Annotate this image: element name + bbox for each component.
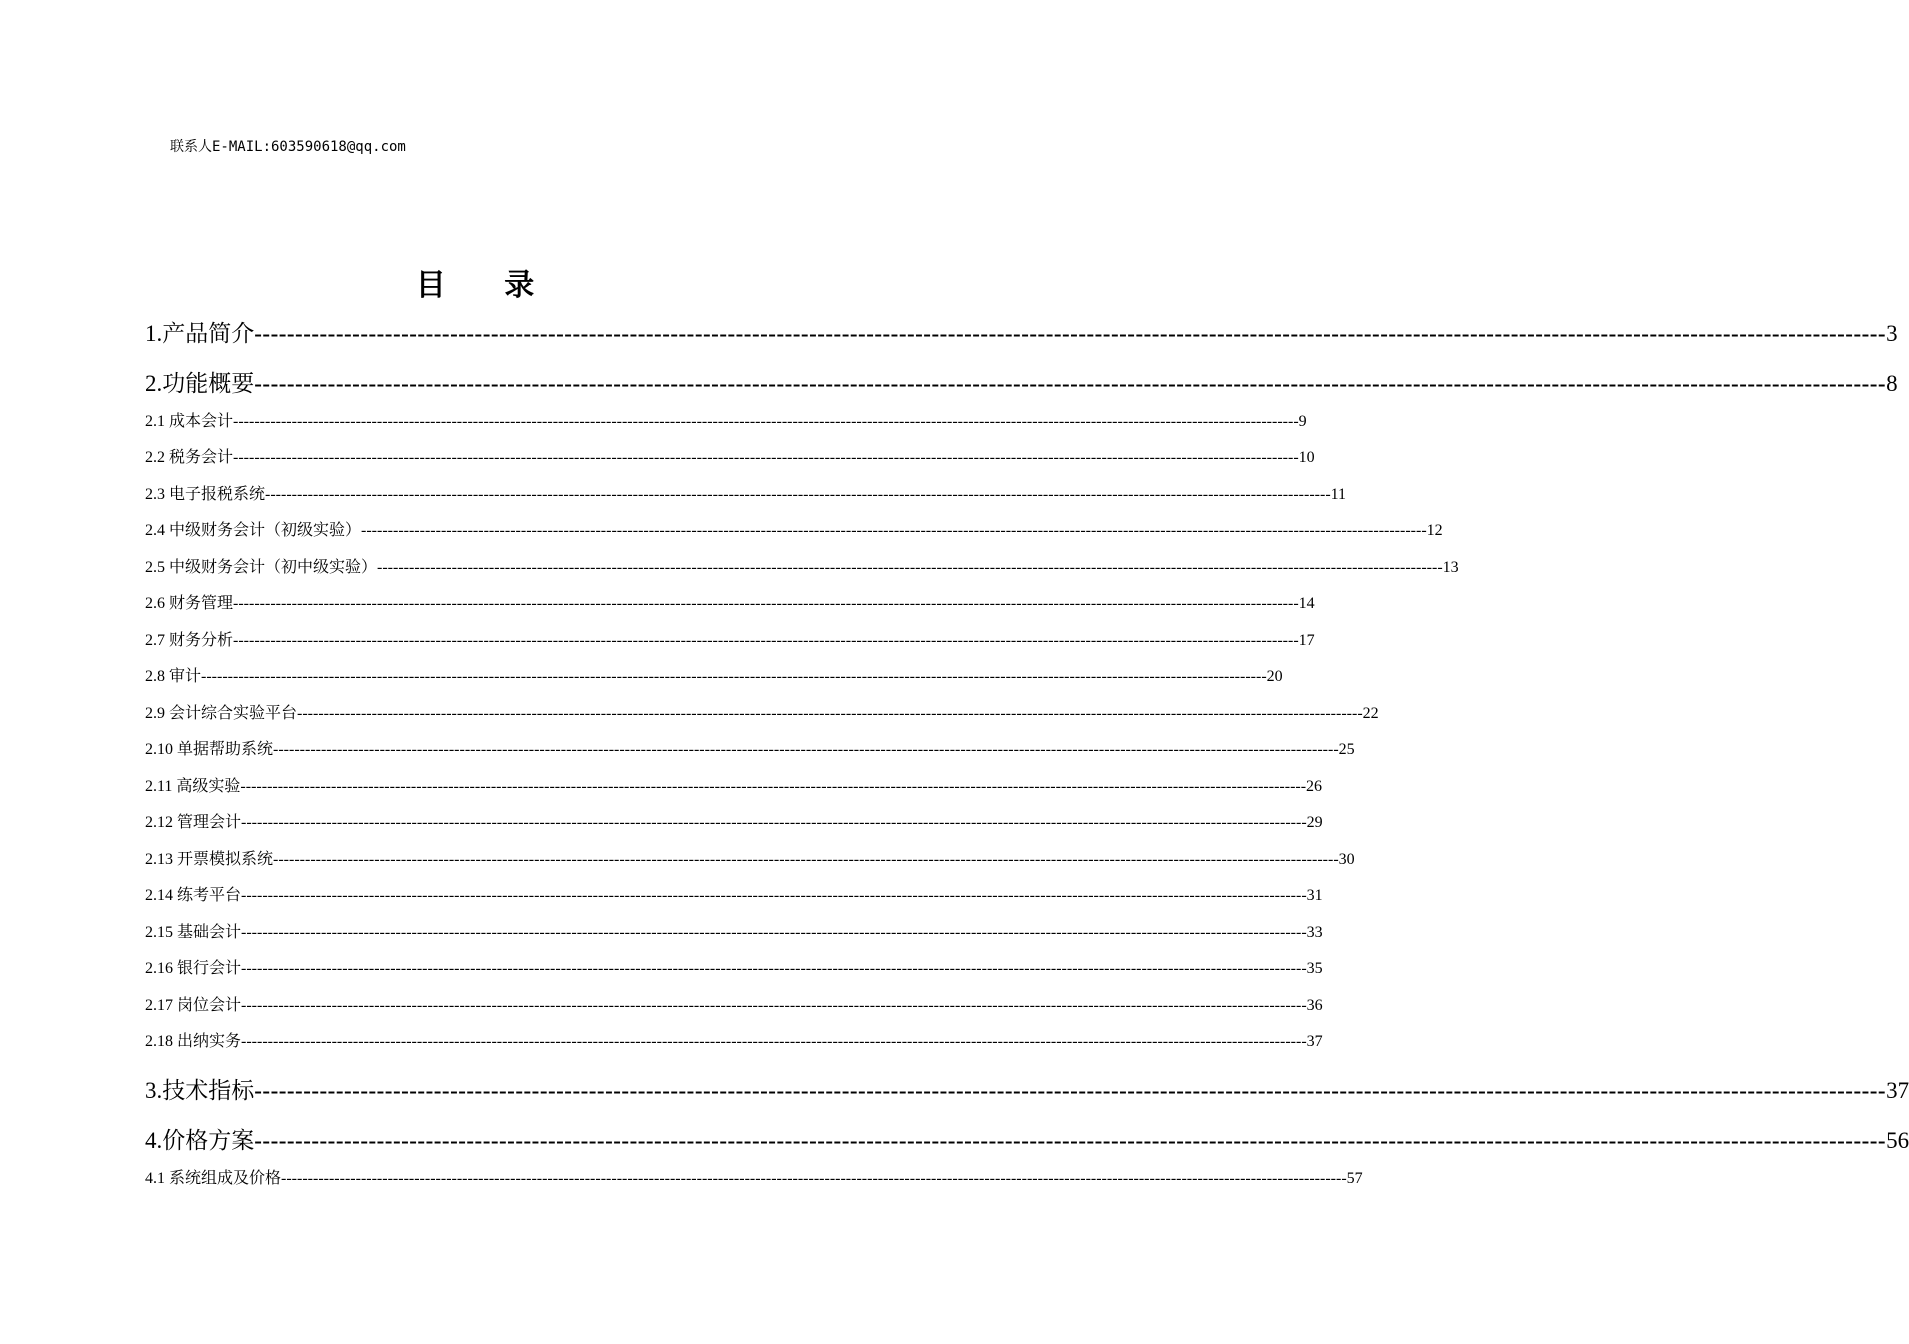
toc-dot-leader: -------------------------------------------------------------------------------------------------------------------------------------------------------------------------------------------------------- [361,522,1427,539]
toc-entry-label: 3.技术指标 [145,1078,255,1103]
toc-entry-page: 14 [1298,595,1315,612]
toc-entry-page: 57 [1346,1170,1363,1187]
toc-entry-label: 2.3 电子报税系统 [145,486,266,503]
toc-entry-page: 35 [1306,960,1323,977]
toc-entry-page: 37 [1886,1078,1909,1103]
toc-entry-label: 2.12 管理会计 [145,814,242,831]
toc-entry-2-5[interactable] [145,554,1459,578]
toc-entry-3[interactable] [145,1072,1909,1106]
toc-entry-page: 11 [1330,486,1347,503]
toc-entry-2-13[interactable] [145,846,1355,870]
toc-dot-leader: -------------------------------------------------------------------------------------------------------------------------------------------------------------------------------------------------------- [233,449,1299,466]
toc-dot-leader: -------------------------------------------------------------------------------------------------------------------------------------------------------------------------------------------------------- [265,486,1331,503]
toc-entry-2-17[interactable] [145,992,1323,1016]
toc-entry-page: 10 [1298,449,1315,466]
toc-dot-leader: -------------------------------------------------------------------------------------------------------------------------------------------------------------------------------------------------------- [281,1170,1347,1187]
toc-entry-label: 2.7 财务分析 [145,632,234,649]
toc-entry-2-12[interactable] [145,809,1323,833]
toc-entry-label: 2.15 基础会计 [145,924,242,941]
toc-entry-label: 4.1 系统组成及价格 [145,1170,282,1187]
toc-entry-4-1[interactable] [145,1165,1363,1189]
toc-dot-leader: -------------------------------------------------------------------------------------------------------------------------------------------------------------------------------------------------------- [241,1033,1307,1050]
toc-entry-page: 37 [1306,1033,1323,1050]
toc-entry-page: 17 [1298,632,1315,649]
toc-entry-page: 12 [1426,522,1443,539]
toc-entry-label: 2.17 岗位会计 [145,997,242,1014]
toc-entry-2-10[interactable] [145,736,1355,760]
toc-entry-page: 25 [1338,741,1355,758]
toc-entry-page: 29 [1306,814,1323,831]
toc-entry-label: 2.4 中级财务会计（初级实验） [145,522,362,539]
toc-entry-label: 1.产品简介 [145,321,255,346]
toc-entry-2-16[interactable] [145,955,1323,979]
contact-email: 联系人E-MAIL:603590618@qq.com [170,139,406,155]
toc-entry-2-7[interactable] [145,627,1315,651]
toc-entry-2-14[interactable] [145,882,1323,906]
toc-entry-label: 2.9 会计综合实验平台 [145,705,298,722]
toc-entry-2-6[interactable] [145,590,1315,614]
toc-entry-label: 2.2 税务会计 [145,449,234,466]
toc-entry-page: 9 [1298,413,1307,430]
toc-dot-leader: -------------------------------------------------------------------------------------------------------------------------------------------------------------------------------------------------------- [273,851,1339,868]
toc-entry-label: 2.功能概要 [145,371,255,396]
toc-entry-2-8[interactable] [145,663,1283,687]
toc-entry-page: 13 [1442,559,1459,576]
toc-entry-page: 26 [1306,778,1323,795]
toc-entry-2-2[interactable] [145,444,1315,468]
toc-entry-label: 2.14 练考平台 [145,887,242,904]
toc-title: 目 录 [415,268,559,303]
toc-entry-2[interactable] [145,365,1898,399]
toc-entry-page: 8 [1886,371,1898,396]
toc-entry-2-18[interactable] [145,1028,1323,1052]
toc-entry-page: 31 [1306,887,1323,904]
toc-entry-1[interactable] [145,315,1898,349]
toc-entry-page: 56 [1886,1128,1909,1153]
toc-entry-label: 2.13 开票模拟系统 [145,851,274,868]
toc-entry-page: 3 [1886,321,1898,346]
toc-entry-label: 2.18 出纳实务 [145,1033,242,1050]
toc-entry-2-15[interactable] [145,919,1323,943]
toc-entry-label: 4.价格方案 [145,1128,255,1153]
toc-entry-2-9[interactable] [145,700,1379,724]
toc-dot-leader: -------------------------------------------------------------------------------------------------------------------------------------------------------------------------------------------------------- [254,371,1887,396]
toc-dot-leader: -------------------------------------------------------------------------------------------------------------------------------------------------------------------------------------------------------- [254,321,1887,346]
toc-dot-leader: -------------------------------------------------------------------------------------------------------------------------------------------------------------------------------------------------------- [377,559,1443,576]
toc-entry-label: 2.16 银行会计 [145,960,242,977]
toc-entry-label: 2.8 审计 [145,668,202,685]
toc-entry-2-1[interactable] [145,408,1307,432]
toc-dot-leader: -------------------------------------------------------------------------------------------------------------------------------------------------------------------------------------------------------- [233,413,1299,430]
toc-entry-2-4[interactable] [145,517,1443,541]
toc-entry-page: 20 [1266,668,1283,685]
toc-entry-label: 2.6 财务管理 [145,595,234,612]
toc-entry-label: 2.11 高级实验 [145,778,241,795]
toc-dot-leader: -------------------------------------------------------------------------------------------------------------------------------------------------------------------------------------------------------- [241,924,1307,941]
toc-dot-leader: -------------------------------------------------------------------------------------------------------------------------------------------------------------------------------------------------------- [254,1128,1887,1153]
toc-entry-label: 2.10 单据帮助系统 [145,741,274,758]
toc-dot-leader: -------------------------------------------------------------------------------------------------------------------------------------------------------------------------------------------------------- [233,595,1299,612]
toc-dot-leader: -------------------------------------------------------------------------------------------------------------------------------------------------------------------------------------------------------- [241,997,1307,1014]
toc-dot-leader: -------------------------------------------------------------------------------------------------------------------------------------------------------------------------------------------------------- [201,668,1267,685]
toc-entry-2-3[interactable] [145,481,1347,505]
toc-dot-leader: -------------------------------------------------------------------------------------------------------------------------------------------------------------------------------------------------------- [241,814,1307,831]
toc-dot-leader: -------------------------------------------------------------------------------------------------------------------------------------------------------------------------------------------------------- [273,741,1339,758]
toc-entry-label: 2.1 成本会计 [145,413,234,430]
toc-entry-label: 2.5 中级财务会计（初中级实验） [145,559,378,576]
toc-dot-leader: -------------------------------------------------------------------------------------------------------------------------------------------------------------------------------------------------------- [241,887,1307,904]
toc-dot-leader: -------------------------------------------------------------------------------------------------------------------------------------------------------------------------------------------------------- [241,960,1307,977]
toc-entry-page: 36 [1306,997,1323,1014]
toc-dot-leader: -------------------------------------------------------------------------------------------------------------------------------------------------------------------------------------------------------- [254,1078,1887,1103]
toc-entry-page: 30 [1338,851,1355,868]
toc-dot-leader: -------------------------------------------------------------------------------------------------------------------------------------------------------------------------------------------------------- [233,632,1299,649]
toc-entry-4[interactable] [145,1122,1909,1156]
toc-entry-page: 33 [1306,924,1323,941]
toc-entry-2-11[interactable] [145,773,1323,797]
toc-dot-leader: -------------------------------------------------------------------------------------------------------------------------------------------------------------------------------------------------------- [297,705,1363,722]
toc-entry-page: 22 [1362,705,1379,722]
toc-dot-leader: -------------------------------------------------------------------------------------------------------------------------------------------------------------------------------------------------------- [240,778,1307,795]
